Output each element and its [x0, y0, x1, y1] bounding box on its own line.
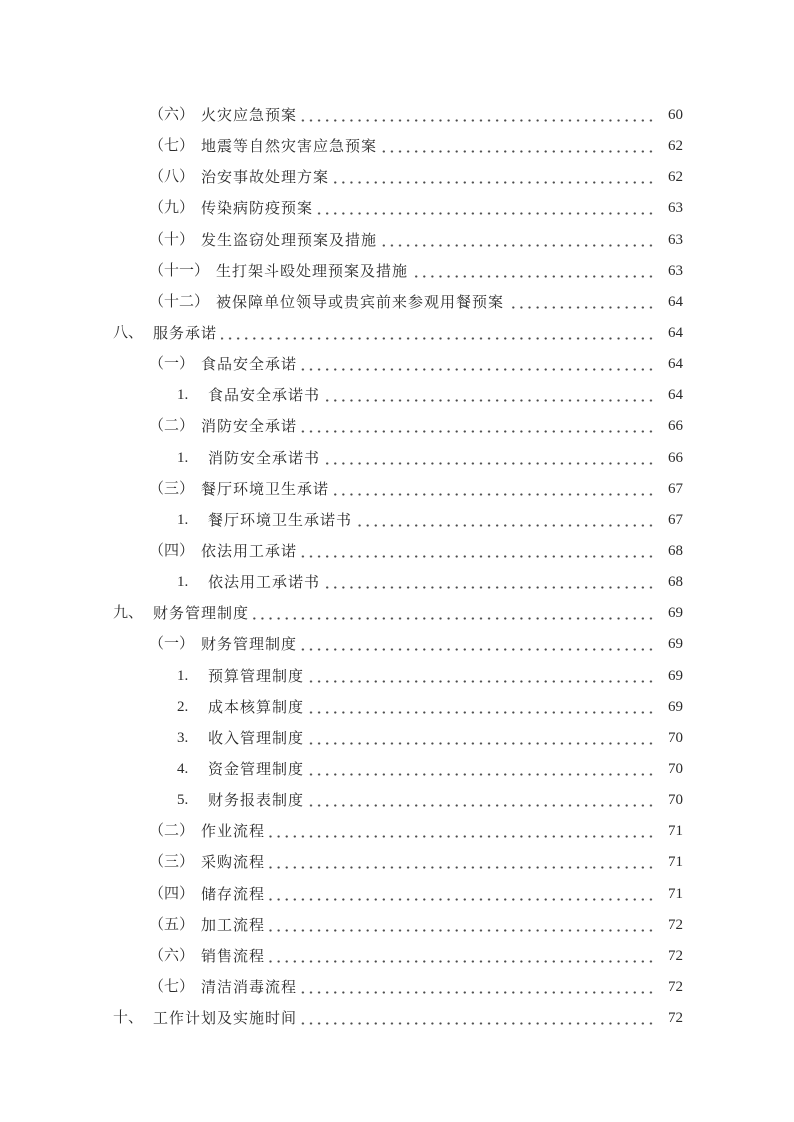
toc-entry-page-number: 70: [668, 729, 683, 746]
toc-entry-page-number: 63: [668, 200, 683, 217]
toc-entry-page-number: 71: [668, 854, 683, 871]
toc-entry-title: 消防安全承诺: [201, 417, 298, 436]
toc-entry-number: 八、: [113, 324, 144, 341]
toc-entry[interactable]: [0, 292, 794, 312]
dot-leader: [301, 648, 655, 651]
toc-entry-number: （十）: [149, 231, 195, 248]
toc-entry-number: （二）: [149, 418, 195, 435]
dot-leader: [333, 493, 655, 496]
toc-entry-page-number: 68: [668, 574, 683, 591]
toc-entry-title: 食品安全承诺: [201, 355, 298, 374]
toc-entry[interactable]: [0, 510, 794, 530]
toc-entry-title: 生打架斗殴处理预案及措施: [216, 261, 409, 280]
toc-entry-page-number: 64: [668, 387, 683, 404]
toc-entry-title: 被保障单位领导或贵宾前来参观用餐预案: [216, 292, 505, 311]
toc-entry[interactable]: [0, 697, 794, 717]
toc-entry-title: 收入管理制度: [208, 728, 305, 747]
toc-entry[interactable]: [0, 884, 794, 904]
toc-entry-page-number: 71: [668, 823, 683, 840]
toc-entry-title: 清洁消毒流程: [201, 977, 298, 996]
toc-entry-page-number: 70: [668, 792, 683, 809]
toc-entry[interactable]: [0, 354, 794, 374]
dot-leader: [308, 742, 655, 745]
toc-entry-title: 销售流程: [201, 946, 266, 965]
toc-entry-page-number: 72: [668, 916, 683, 933]
toc-entry-number: 十、: [113, 1010, 144, 1027]
toc-entry-page-number: 60: [668, 107, 683, 123]
toc-entry-title: 资金管理制度: [208, 759, 305, 778]
toc-entry-number: （七）: [149, 138, 195, 155]
toc-entry-number: （一）: [149, 636, 195, 653]
dot-leader: [324, 399, 655, 402]
dot-leader: [269, 898, 655, 901]
toc-entry-number: 1.: [177, 449, 189, 466]
dot-leader: [301, 1022, 655, 1025]
dot-leader: [301, 991, 655, 994]
toc-entry-title: 地震等自然灾害应急预案: [201, 137, 378, 156]
toc-entry-page-number: 72: [668, 978, 683, 995]
toc-entry-number: 2.: [177, 698, 189, 715]
toc-entry-title: 财务管理制度: [153, 604, 250, 623]
toc-entry-page-number: 63: [668, 231, 683, 248]
toc-entry-title: 采购流程: [201, 853, 266, 872]
dot-leader: [269, 866, 655, 869]
toc-entry-title: 预算管理制度: [208, 666, 305, 685]
toc-entry-number: 1.: [177, 574, 189, 591]
toc-entry-title: 依法用工承诺书: [208, 573, 321, 592]
dot-leader: [308, 773, 655, 776]
toc-entry[interactable]: [0, 728, 794, 748]
toc-entry-page-number: 69: [668, 698, 683, 715]
toc-entry-page-number: 69: [668, 636, 683, 653]
toc-entry-number: （三）: [149, 854, 195, 871]
dot-leader: [308, 711, 655, 714]
toc-entry-page-number: 69: [668, 667, 683, 684]
dot-leader: [221, 337, 655, 340]
toc-entry-number: （六）: [149, 107, 195, 123]
toc-entry-title: 消防安全承诺书: [208, 448, 321, 467]
toc-entry[interactable]: [0, 479, 794, 499]
toc-entry[interactable]: [0, 603, 794, 623]
toc-entry[interactable]: [0, 915, 794, 935]
toc-entry-number: 1.: [177, 387, 189, 404]
toc-entry-page-number: 62: [668, 169, 683, 186]
toc-entry-number: （四）: [149, 885, 195, 902]
toc-entry[interactable]: [0, 323, 794, 343]
toc-entry-page-number: 68: [668, 542, 683, 559]
toc-entry-page-number: 66: [668, 418, 683, 435]
toc-entry-number: （十二）: [149, 293, 210, 310]
toc-entry[interactable]: [0, 666, 794, 686]
dot-leader: [301, 119, 655, 122]
toc-entry[interactable]: [0, 385, 794, 405]
toc-entry-page-number: 64: [668, 293, 683, 310]
dot-leader: [308, 804, 655, 807]
toc-entry-title: 火灾应急预案: [201, 106, 298, 124]
toc-entry[interactable]: [0, 572, 794, 592]
toc-entry[interactable]: [0, 167, 794, 187]
toc-entry[interactable]: [0, 821, 794, 841]
toc-entry-title: 食品安全承诺书: [208, 386, 321, 405]
toc-entry-number: （十一）: [149, 262, 210, 279]
toc-entry-title: 财务管理制度: [201, 635, 298, 654]
toc-entry[interactable]: [0, 1008, 794, 1028]
toc-entry-number: （九）: [149, 200, 195, 217]
dot-leader: [301, 555, 655, 558]
toc-entry-page-number: 72: [668, 1010, 683, 1027]
toc-entry[interactable]: [0, 416, 794, 436]
toc-entry-title: 发生盗窃处理预案及措施: [201, 230, 378, 249]
toc-entry-number: （三）: [149, 480, 195, 497]
toc-entry-title: 作业流程: [201, 822, 266, 841]
dot-leader: [269, 929, 655, 932]
dot-leader: [508, 306, 655, 309]
dot-leader: [381, 150, 655, 153]
toc-entry-page-number: 71: [668, 885, 683, 902]
toc-entry[interactable]: [0, 977, 794, 997]
toc-entry-number: （六）: [149, 947, 195, 964]
toc-entry-number: （四）: [149, 542, 195, 559]
toc-entry[interactable]: [0, 198, 794, 218]
toc-entry-page-number: 63: [668, 262, 683, 279]
toc-entry-page-number: 70: [668, 760, 683, 777]
toc-entry-page-number: 67: [668, 511, 683, 528]
toc-entry-title: 服务承诺: [153, 323, 218, 342]
toc-entry[interactable]: [0, 634, 794, 654]
toc-entry-number: （七）: [149, 978, 195, 995]
toc-entry[interactable]: [0, 105, 794, 125]
toc-entry-title: 餐厅环境卫生承诺: [201, 479, 330, 498]
toc-entry-page-number: 69: [668, 605, 683, 622]
toc-entry-page-number: 64: [668, 356, 683, 373]
toc-entry-number: （八）: [149, 169, 195, 186]
dot-leader: [269, 835, 655, 838]
toc-entry[interactable]: [0, 790, 794, 810]
dot-leader: [308, 680, 655, 683]
toc-entry-page-number: 72: [668, 947, 683, 964]
toc-entry-title: 财务报表制度: [208, 791, 305, 810]
dot-leader: [269, 960, 655, 963]
toc-entry-title: 餐厅环境卫生承诺书: [208, 510, 353, 529]
toc-entry[interactable]: [0, 541, 794, 561]
toc-entry-number: （五）: [149, 916, 195, 933]
toc-entry[interactable]: [0, 946, 794, 966]
toc-entry-title: 工作计划及实施时间: [153, 1009, 298, 1028]
toc-entry[interactable]: [0, 759, 794, 779]
toc-entry-title: 依法用工承诺: [201, 541, 298, 560]
dot-leader: [317, 212, 655, 215]
toc-entry-title: 成本核算制度: [208, 697, 305, 716]
toc-entry[interactable]: [0, 448, 794, 468]
toc-entry-number: （二）: [149, 823, 195, 840]
toc-entry-number: 1.: [177, 667, 189, 684]
toc-entry-title: 传染病防疫预案: [201, 199, 314, 218]
toc-entry-title: 治安事故处理方案: [201, 168, 330, 187]
dot-leader: [301, 430, 655, 433]
toc-entry[interactable]: [0, 852, 794, 872]
dot-leader: [324, 586, 655, 589]
toc-entry-number: 3.: [177, 729, 189, 746]
dot-leader: [324, 462, 655, 465]
toc-entry-number: 4.: [177, 760, 189, 777]
toc-entry[interactable]: [0, 261, 794, 281]
toc-entry-title: 加工流程: [201, 915, 266, 934]
dot-leader: [356, 524, 655, 527]
dot-leader: [412, 275, 655, 278]
toc-entry-title: 储存流程: [201, 884, 266, 903]
toc-entry-number: （一）: [149, 356, 195, 373]
dot-leader: [301, 368, 655, 371]
toc-entry-number: 5.: [177, 792, 189, 809]
dot-leader: [253, 617, 655, 620]
toc-entry-page-number: 64: [668, 324, 683, 341]
dot-leader: [381, 244, 655, 247]
toc-entry-number: 九、: [113, 605, 144, 622]
toc-entry-page-number: 62: [668, 138, 683, 155]
toc-entry-page-number: 66: [668, 449, 683, 466]
toc-entry-page-number: 67: [668, 480, 683, 497]
toc-entry[interactable]: [0, 230, 794, 250]
dot-leader: [333, 181, 655, 184]
toc-entry[interactable]: [0, 136, 794, 156]
toc-entry-number: 1.: [177, 511, 189, 528]
